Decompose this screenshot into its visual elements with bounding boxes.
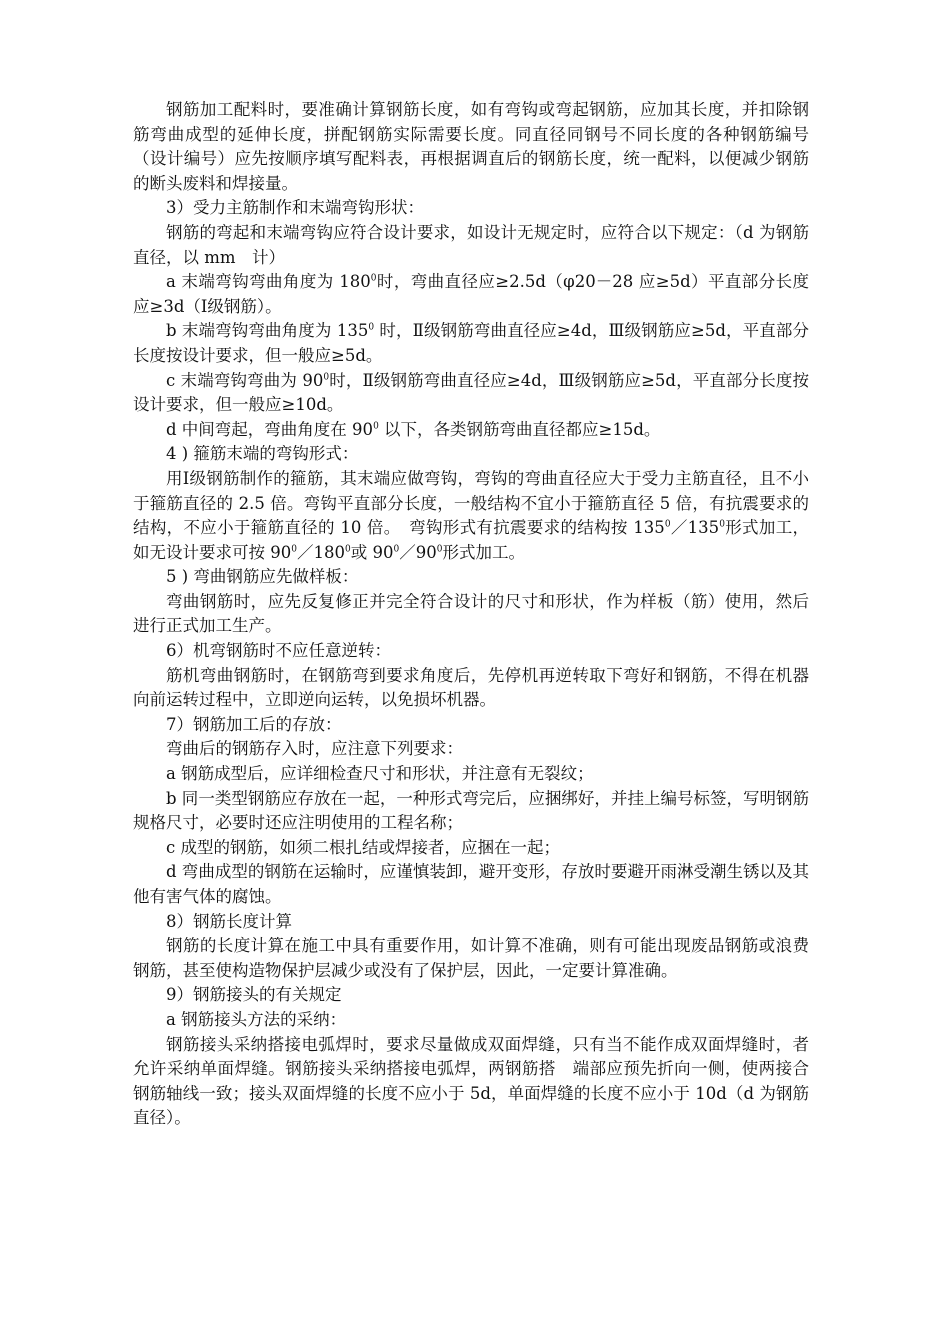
text-run: 时，Ⅱ级钢筋弯曲直径应≥4d，Ⅲ级钢筋应≥5d，平直部分长度按设计要求，但一般应≥5d。	[133, 321, 809, 365]
text-run: 9）钢筋接头的有关规定	[166, 985, 342, 1005]
text-run: 筋机弯曲钢筋时，在钢筋弯到要求角度后，先停机再逆转取下弯好和钢筋，不得在机器向前运转过程中，立即逆向运转，以免损坏机器。	[133, 665, 809, 710]
paragraph	[133, 467, 809, 565]
paragraph	[133, 418, 809, 443]
text-run: d 中间弯起，弯曲角度在 90	[166, 419, 374, 439]
paragraph	[133, 565, 809, 590]
text-run: 时，弯曲直径应≥2.5d（φ20－28 应≥5d）平直部分长度应≥3d（Ⅰ级钢筋）。	[133, 272, 809, 316]
text-run: 8）钢筋长度计算	[166, 911, 292, 931]
text-run: 钢筋的弯起和末端弯钩应符合设计要求，如设计无规定时，应符合以下规定：（d 为钢筋直径，以 mm 计）	[133, 222, 809, 267]
text-run: a 钢筋成型后，应详细检查尺寸和形状，并注意有无裂纹；	[166, 764, 594, 784]
paragraph	[133, 713, 809, 738]
paragraph	[133, 910, 809, 935]
text-run: 形式加工，如无设计要求可按 90	[133, 518, 810, 562]
text-run: 用Ⅰ级钢筋制作的箍筋，其末端应做弯钩，弯钩的弯曲直径应大于受力主筋直径，且不小于箍筋直径的 2.5 倍。弯钩平直部分长度，一般结构不宜小于箍筋直径 5 倍，有抗震要求的结构，不应小于箍筋直径的 10 倍。 弯钩形式有抗震要求的结构按 135	[133, 468, 809, 538]
text-run: 6）机弯钢筋时不应任意逆转：	[166, 641, 391, 661]
text-run: d 弯曲成型的钢筋在运输时，应谨慎装卸，避开变形，存放时要避开雨淋受潮生锈以及其他有害气体的腐蚀。	[133, 862, 809, 906]
document-body	[133, 98, 809, 1131]
text-run: 以下，各类钢筋弯曲直径都应≥15d。	[378, 419, 661, 439]
text-run: 7）钢筋加工后的存放：	[166, 714, 342, 734]
text-run: 5 ) 弯曲钢筋应先做样板：	[166, 567, 359, 587]
text-run: 钢筋接头采纳搭接电弧焊时，要求尽量做成双面焊缝，只有当不能作成双面焊缝时，者允许采纳单面焊缝。钢筋接头采纳搭接电弧焊，两钢筋搭 端部应预先折向一侧，使两接合钢筋轴线一致；接头双面焊缝的长度不应小于 5d，单面焊缝的长度不应小于 10d（d 为钢筋直径）。	[133, 1034, 809, 1128]
text-run: ／180	[296, 542, 345, 562]
text-run: c 成型的钢筋，如须二根扎结或焊接者，应捆在一起；	[166, 837, 560, 857]
superscript: 0	[368, 322, 375, 333]
paragraph	[133, 590, 809, 639]
text-run: ／90	[399, 542, 437, 562]
text-run: 形式加工。	[442, 542, 525, 562]
text-run: 4 ) 箍筋末端的弯钩形式：	[166, 444, 359, 464]
text-run: ／135	[670, 518, 720, 538]
superscript: 0	[291, 544, 297, 555]
paragraph	[133, 369, 809, 418]
superscript: 0	[393, 544, 400, 555]
paragraph	[133, 319, 809, 368]
text-run: b 同一类型钢筋应存放在一起，一种形式弯完后，应捆绑好，并挂上编号标签，写明钢筋规格尺寸，必要时还应注明使用的工程名称；	[133, 788, 809, 833]
paragraph	[133, 98, 809, 196]
text-run: b 末端弯钩弯曲角度为 135	[166, 321, 369, 341]
paragraph	[133, 762, 809, 787]
superscript: 0	[436, 544, 443, 555]
paragraph	[133, 1008, 809, 1033]
paragraph	[133, 1033, 809, 1131]
paragraph	[133, 270, 809, 319]
text-run: a 钢筋接头方法的采纳：	[166, 1009, 347, 1029]
text-run: 弯曲后的钢筋存入时，应注意下列要求：	[166, 739, 463, 759]
superscript: 0	[719, 519, 725, 530]
text-run: 时，Ⅱ级钢筋弯曲直径应≥4d，Ⅲ级钢筋应≥5d，平直部分长度按设计要求，但一般应≥10d。	[133, 370, 809, 415]
text-run: 或 90	[350, 542, 394, 562]
paragraph	[133, 196, 809, 221]
text-run: c 末端弯钩弯曲为 90	[166, 370, 324, 390]
paragraph	[133, 934, 809, 983]
paragraph	[133, 442, 809, 467]
superscript: 0	[370, 273, 377, 284]
paragraph	[133, 983, 809, 1008]
superscript: 0	[323, 372, 330, 383]
paragraph	[133, 836, 809, 861]
text-run: 钢筋的长度计算在施工中具有重要作用，如计算不准确，则有可能出现废品钢筋或浪费钢筋，甚至使构造物保护层减少或没有了保护层，因此，一定要计算准确。	[133, 936, 809, 980]
text-run: 弯曲钢筋时，应先反复修正并完全符合设计的尺寸和形状，作为样板（筋）使用，然后进行正式加工生产。	[133, 591, 809, 636]
paragraph	[133, 860, 809, 909]
text-run: 3）受力主筋制作和末端弯钩形状：	[166, 198, 424, 218]
paragraph	[133, 221, 809, 270]
superscript: 0	[664, 519, 671, 530]
paragraph	[133, 737, 809, 762]
superscript: 0	[373, 421, 379, 432]
text-run: 钢筋加工配料时，要准确计算钢筋长度，如有弯钩或弯起钢筋，应加其长度，并扣除钢筋弯曲成型的延伸长度，拼配钢筋实际需要长度。同直径同钢号不同长度的各种钢筋编号（设计编号）应先按顺序填写配料表，再根据调直后的钢筋长度，统一配料，以便减少钢筋的断头废料和焊接量。	[133, 100, 809, 193]
paragraph	[133, 639, 809, 664]
paragraph	[133, 664, 809, 713]
superscript: 0	[344, 544, 351, 555]
paragraph	[133, 787, 809, 836]
text-run: a 末端弯钩弯曲角度为 180	[166, 272, 371, 292]
